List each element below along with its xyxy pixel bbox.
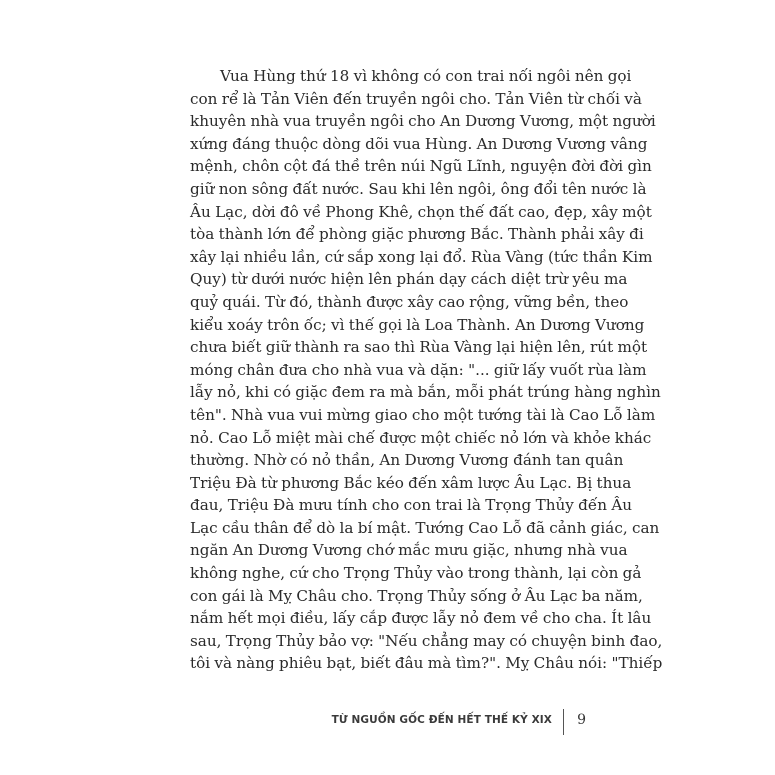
text-line-2: con rể là Tản Viên đến truyền ngôi cho. Tản Viên từ chối và xyxy=(190,89,642,108)
text-line-14: móng chân đưa cho nhà vua và dặn: "... giữ lấy vuốt rùa làm xyxy=(190,360,647,379)
text-line-16: tên". Nhà vua vui mừng giao cho một tướng tài là Cao Lỗ làm xyxy=(190,405,656,424)
text-line-7: Âu Lạc, dời đô về Phong Khê, chọn thế đất cao, đẹp, xây một xyxy=(190,202,652,221)
text-line-4: xứng đáng thuộc dòng dõi vua Hùng. An Dương Vương vâng xyxy=(190,134,648,153)
page-number: 9 xyxy=(577,712,586,728)
text-line-17: nỏ. Cao Lỗ miệt mài chế được một chiếc nỏ lớn và khỏe khác xyxy=(190,428,652,447)
text-line-11: quỷ quái. Từ đó, thành được xây cao rộng, vững bền, theo xyxy=(190,292,629,311)
body-paragraph xyxy=(190,65,663,675)
text-line-8: tòa thành lớn để phòng giặc phương Bắc. Thành phải xây đi xyxy=(190,225,644,244)
text-line-15: lẫy nỏ, khi có giặc đem ra mà bắn, mỗi phát trúng hàng nghìn xyxy=(190,383,661,402)
page-footer xyxy=(300,709,590,735)
text-line-22: ngăn An Dương Vương chớ mắc mưu giặc, nhưng nhà vua xyxy=(190,541,628,560)
text-line-1: Vua Hùng thứ 18 vì không có con trai nối ngôi nên gọi xyxy=(220,67,632,85)
text-line-23: không nghe, cứ cho Trọng Thủy vào trong thành, lại còn gả xyxy=(190,564,642,583)
text-line-9: xây lại nhiều lần, cứ sắp xong lại đổ. Rùa Vàng (tức thần Kim xyxy=(190,247,653,266)
text-line-19: Triệu Đà từ phương Bắc kéo đến xâm lược Âu Lạc. Bị thua xyxy=(190,473,632,492)
text-line-10: Quy) từ dưới nước hiện lên phán dạy cách diệt trừ yêu ma xyxy=(190,270,628,289)
text-line-20: đau, Triệu Đà mưu tính cho con trai là Trọng Thủy đến Âu xyxy=(190,496,633,515)
text-line-21: Lạc cầu thân để dò la bí mật. Tướng Cao Lỗ đã cảnh giác, can xyxy=(190,518,660,537)
text-line-26: sau, Trọng Thủy bảo vợ: "Nếu chẳng may có chuyện binh đao, xyxy=(190,631,663,650)
text-line-18: thường. Nhờ có nỏ thần, An Dương Vương đánh tan quân xyxy=(190,451,624,470)
text-line-24: con gái là Mỵ Châu cho. Trọng Thủy sống ở Âu Lạc ba năm, xyxy=(190,586,643,605)
running-footer-title: TỪ NGUỒN GỐC ĐẾN HẾT THẾ KỶ XIX xyxy=(331,714,552,726)
text-line-27: tôi và nàng phiêu bạt, biết đâu mà tìm?". Mỵ Châu nói: "Thiếp xyxy=(190,654,663,673)
text-line-25: nắm hết mọi điều, lấy cắp được lẫy nỏ đem về cho cha. Ít lâu xyxy=(190,609,652,628)
footer-divider xyxy=(563,709,565,735)
text-line-12: kiểu xoáy trôn ốc; vì thế gọi là Loa Thành. An Dương Vương xyxy=(190,315,645,334)
text-line-3: khuyên nhà vua truyền ngôi cho An Dương Vương, một người xyxy=(190,112,656,131)
text-line-13: chưa biết giữ thành ra sao thì Rùa Vàng lại hiện lên, rút một xyxy=(190,338,648,357)
text-line-6: giữ non sông đất nước. Sau khi lên ngôi, ông đổi tên nước là xyxy=(190,179,647,198)
text-line-5: mệnh, chôn cột đá thề trên núi Ngũ Lĩnh, nguyện đời đời gìn xyxy=(190,157,652,176)
